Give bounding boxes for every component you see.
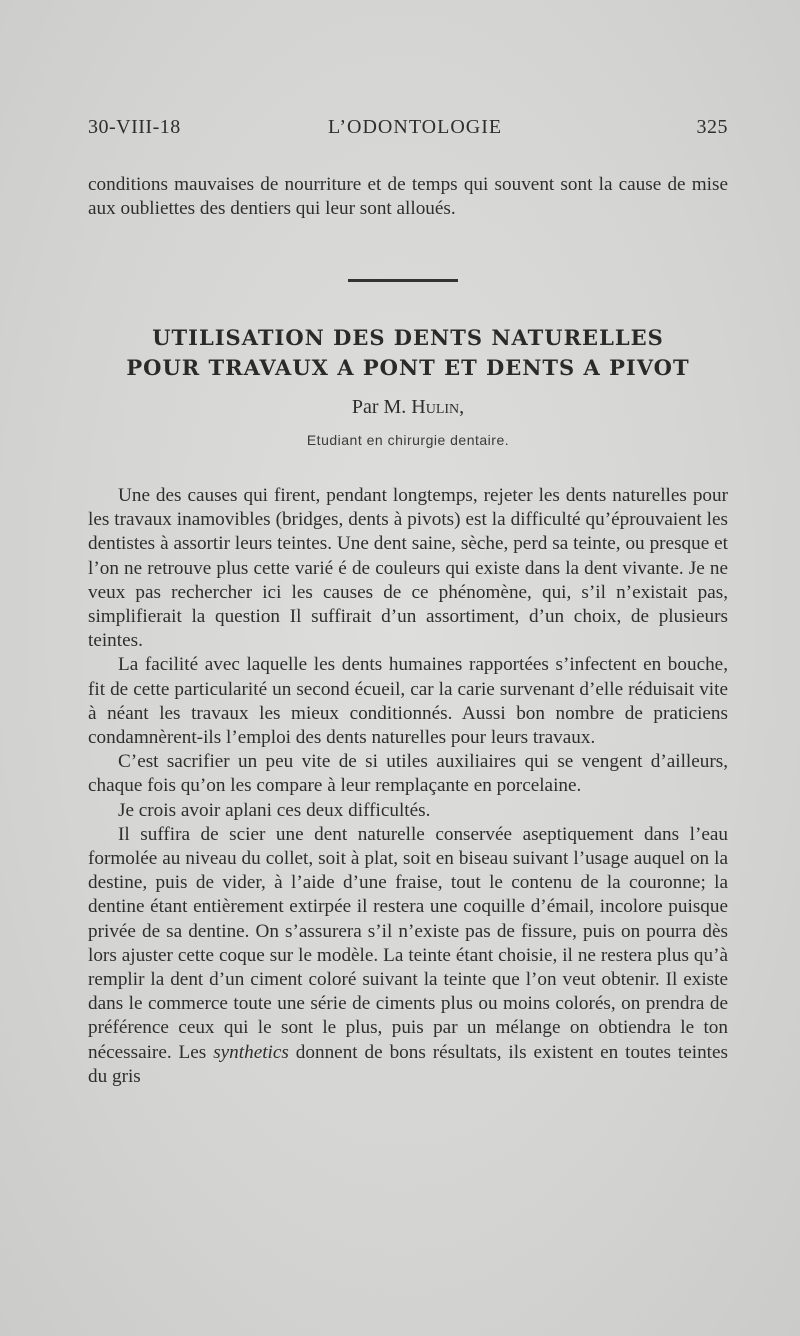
article-title-line-1: UTILISATION DES DENTS NATURELLES: [152, 325, 664, 350]
paragraph-1: Une des causes qui firent, pendant longtemps, rejeter les dents naturelles pour les travaux inamovibles (bridges, dents à pivots) est la difficulté qu’éprouvaient les dentistes à assortir leurs teintes. Une dent saine, sèche, perd sa teinte, ou presque et l’on ne retrouve plus cette varié é de couleurs qui existe dans la dent vivante. Je ne veux pas rechercher ici les causes de ce phénomène, qui, s’il n’existait pas, simplifierait la question Il suffirait d’un assortiment, d’un choix, de plusieurs teintes.: [88, 485, 728, 652]
paragraph-2: La facilité avec laquelle les dents humaines rapportées s’infectent en bouche, fit de cette particularité un second écueil, car la carie survenant d’elle réduisait vite à néant les travaux les mieux conditionnés. Aussi bon nombre de praticiens condamnèrent-ils l’emploi des dents naturelles pour leurs travaux.: [88, 654, 728, 749]
running-head: [88, 116, 728, 144]
article-body: [88, 484, 728, 1089]
carryover-paragraph: conditions mauvaises de nourriture et de temps qui souvent sont la cause de mise aux oubliettes des dentiers qui leur sont alloués.: [88, 174, 728, 220]
paragraph-3: C’est sacrifier un peu vite de si utiles auxiliaires qui se vengent d’ailleurs, chaque fois qu’on les compare à leur remplaçante en porcelaine.: [88, 751, 728, 797]
article-title-line-2: POUR TRAVAUX A PONT ET DENTS A PIVOT: [126, 355, 690, 380]
byline-prefix: Par M.: [351, 396, 412, 418]
journal-title: L’ODONTOLOGIE: [328, 116, 503, 138]
paragraph-5-main: Il suffira de scier une dent naturelle conservée aseptiquement dans l’eau formolée au niveau du collet, soit à plat, soit en biseau suivant l’usage auquel on la destine, puis de vider, à l’aide d’une fraise, tout le contenu de la couronne; la dentine étant entièrement extirpée il restera une coquille d’émail, incolore puisque privée de sa dentine. On s’assurera s’il n’existe pas de fissure, puis on pourra dès lors ajuster cette coque sur le modèle. La teinte étant choisie, il ne restera plus qu’à remplir la dent d’un ciment coloré suivant la teinte que l’on veut obtenir. Il existe dans le commerce toute une série de ciments plus ou moins colorés, on prendra de préférence ceux qui le sont le plus, puis par un mélange on obtiendra le ton nécessaire. Les: [88, 823, 728, 1063]
author-name: Hulin,: [411, 396, 465, 418]
page-number: 325: [696, 116, 728, 138]
paragraph-4: Je crois avoir aplani ces deux difficultés.: [118, 799, 431, 821]
author-affiliation: Etudiant en chirurgie dentaire.: [306, 432, 510, 448]
section-divider: [348, 279, 458, 282]
issue-date: 30-VIII-18: [88, 116, 181, 138]
paragraph-5-tail: donnent de bons résultats, ils existent en toutes teintes du gris: [88, 1041, 728, 1087]
carryover-text: [88, 173, 728, 221]
paragraph-5: [88, 823, 728, 1089]
italic-term: synthetics: [213, 1041, 289, 1063]
author-byline: [88, 396, 728, 419]
